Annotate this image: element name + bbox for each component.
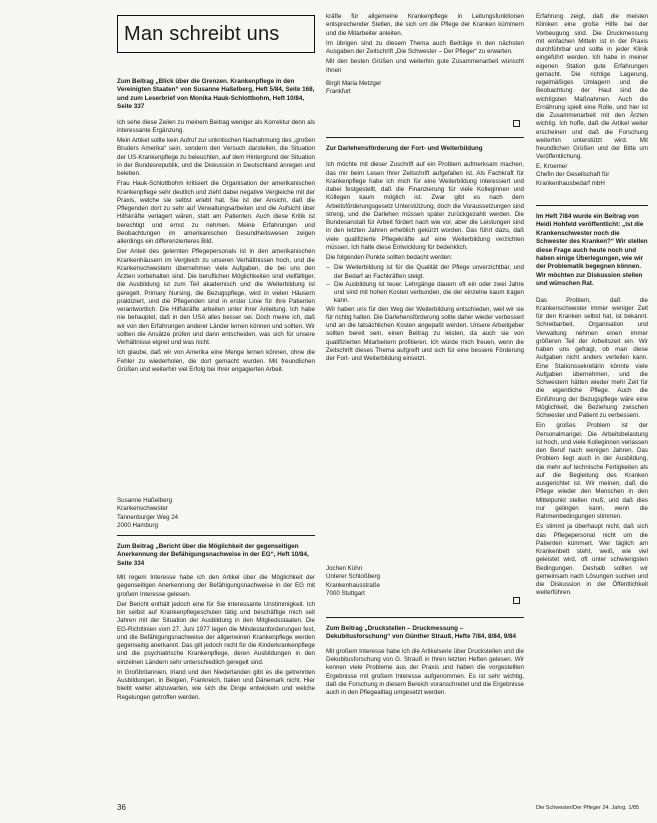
signature-line: Susanne Haßelberg	[117, 497, 173, 504]
signature-line: E. Kroemer	[536, 163, 568, 170]
letter2-heading: Zum Beitrag „Bericht über die Möglichkeit der gegenseitigen Anerkennung der Befähigungsnachweise in der EG“, Heft 10/84, Seite 334	[117, 543, 309, 567]
journal-footer: Die Schwester/Der Pfleger 24. Jahrg. 1/85	[536, 805, 640, 811]
signature-line: Unterer Schloßberg	[326, 573, 380, 581]
letter3-paragraph: Wir haben uns für den Weg der Weiterbildung entschieden, weil wir sie für richtig halten. Die Darlehensförderung sollte daher wieder verbessert und an die tatsächlichen Kosten angepaßt werden. Unsere Arbeitgeber sollten bereit sein, einen Beitrag zu leisten, da auch sie von qualifizierten Mitarbeitern profitieren. Ich würde mich freuen, wenn die Zeitschrift dieses Thema aufgreift und sich für eine bessere Förderung der Fort- und Weiterbildung einsetzt.	[326, 305, 524, 363]
bullet-item: – Die Ausbildung ist teuer. Lehrgänge dauern oft ein oder zwei Jahre und sind mit hohen Kosten verbunden, die der einzelne kaum tragen kann.	[334, 281, 524, 306]
letter3-paragraph: Ich möchte mit dieser Zuschrift auf ein Problem aufmerksam machen, das mir beim Lesen Ihrer Zeitschrift aufgefallen ist. Als Fachkraft für Krankenpflege habe ich mich für eine Weiterbildung interessiert und dabei festgestellt, daß die Finanzierung für viele Kolleginnen und Kollegen kaum möglich ist. Zwar gibt es nach dem Arbeitsförderungsgesetz Unterstützung, doch die Voraussetzungen sind streng, und die Darlehen müssen später zurückgezahlt werden. Die Bundesanstalt für Arbeit fördert nach wie vor, aber die Leistungen sind in den letzten Jahren erheblich gekürzt worden. Das führt dazu, daß viele qualifizierte Pflegekräfte auf eine Weiterbildung verzichten müssen. Ich halte diese Entwicklung für bedenklich.	[326, 161, 524, 251]
column-1	[117, 78, 315, 376]
letter1-paragraph: Frau Hauk-Schlottbohm kritisiert die Organisation der amerikanischen Krankenpflege sehr deutlich und zieht dabei negative Vergleiche mit der Praxis, welche sie selbst erlebt hat. Sie ist der Ansicht, daß die Pflegenden dort zu sehr auf Verwaltungsarbeiten und die Aufsicht über Hilfskräfte verlagert wären, statt am Patienten. Auch diese Kritik ist berechtigt und ernst zu nehmen. Meine Erfahrungen und Beobachtungen im amerikanischen Gesundheitswesen zeigen allerdings ein differenzierteres Bild.	[117, 180, 315, 246]
section-divider	[326, 617, 524, 618]
letter3-paragraph: Die folgenden Punkte sollten bedacht werden:	[326, 254, 453, 262]
col2-paragraph: Im übrigen sind zu diesem Thema auch Beiträge in den nächsten Ausgaben der Zeitschrift „Die Schwester – Der Pfleger“ zu erwarten.	[326, 39, 524, 55]
letter5-paragraph: Es stimmt ja überhaupt nicht, daß sich das Pflegepersonal nicht um die Patienten kümmert. Wer täglich am Krankenbett steht, weiß, wie viel geleistet wird, oft unter schwierigsten Bedingungen. Deshalb sollten wir gemeinsam nach Lösungen suchen und die Diskussion in der Öffentlichkeit weiterführen.	[536, 523, 648, 597]
letter1-paragraph: Mein Artikel sollte kein Aufruf zur unkritischen Nachahmung des „großen Bruders Amerika“ sein, sondern den Versuch darstellen, die Situation der US-Krankenpflege zu beleuchten, auf dem Hintergrund der Situation in der Bundesrepublik, und die Diskussion in Deutschland anregen und beleben.	[117, 137, 315, 178]
section-divider	[536, 205, 648, 206]
letter4-heading: Zum Beitrag „Druckstellen – Druckmessung – Dekubitusforschung“ von Günther Strauß, Hefte 7/84, 8/84, 9/84	[326, 625, 517, 641]
letter5	[536, 213, 648, 600]
signature-line: Frankfurt	[326, 88, 351, 95]
section-divider	[117, 535, 315, 536]
letter1-paragraph: Ich sehe diese Zeilen zu meinem Beitrag weniger als Korrektur denn als interessante Ergänzung.	[117, 118, 315, 134]
signature-line: Birgit Maria Metzger	[326, 79, 382, 87]
col2-paragraph: Mit den besten Grüßen und weiterhin gute Zusammenarbeit wünscht Ihnen	[326, 58, 524, 74]
section-divider	[326, 137, 524, 138]
letter3	[326, 145, 524, 365]
letter4-paragraph: Mit großem Interesse habe ich die Artikelserie über Druckstellen und die Dekubitusforschung von G. Strauß in Ihren letzten Heften gelesen. Wir kennen viele Probleme aus der Praxis und haben die vorgestellten Ergebnisse mit großem Interesse aufgenommen. Es ist sehr wichtig, daß die Forschung in diesem Bereich voranschreitet und die Ergebnisse auch in den Pflegealltag umgesetzt werden.	[326, 647, 524, 697]
letter5-heading: Im Heft 7/84 wurde ein Beitrag von Heidi Hohfeld veröffentlicht: „Ist die Krankenschwester noch die Schwester des Kranken?“ Wir stellen diese Frage auch heute noch und haben einige Überlegungen, wie wir der Problematik begegnen können. Wir möchten zur Diskussion stellen und wünschen Rat.	[536, 213, 648, 288]
masthead-title: Man schreibt uns	[124, 23, 280, 45]
letter5-paragraph: Das Problem, daß die Krankenschwester immer weniger Zeit für den Kranken selbst hat, ist bekannt. Schreibarbeit, Organisation und Verwaltung nehmen einen immer größeren Teil der Arbeitszeit ein. Wir haben uns gefragt, ob man diese Aufgaben nicht anders verteilen kann. Eine Stationssekretärin könnte viele Aufgaben übernehmen, und die Schwestern hätten wieder mehr Zeit für die eigentliche Pflege. Auch die Einführung der Bezugspflege wäre eine Möglichkeit, die Beziehung zwischen Schwester und Patient zu verbessern.	[536, 296, 648, 420]
page-number: 36	[117, 803, 126, 812]
end-of-letter-mark	[513, 597, 520, 604]
letter1-paragraph: Der Anteil des gelernten Pflegepersonals ist in den amerikanischen Krankenhäusern im Vergleich zu unseren Verhältnissen hoch, und die Krankenschwestern übernehmen viele Aufgaben, die bei uns den Ärzten vorbehalten sind. Die beruflichen Möglichkeiten sind vielfältiger, die Ausbildung ist zum Teil akademisch und die Weiterbildung ist geregelt. Primary Nursing, die Bezugspflege, wird in vielen Häusern praktiziert, und die Pflegenden sind in erster Linie für ihre Patienten verantwortlich. Die Hilfskräfte arbeiten unter ihrer Anleitung. Ich habe nie behauptet, daß in den USA alles besser sei. Doch meine ich, daß wir von den Erfahrungen anderer Länder lernen können und sollten. Wir sollten die Ansätze prüfen und dann entscheiden, was sich für unsere Verhältnisse eignet und was nicht.	[117, 248, 315, 347]
signature-line: 2000 Hamburg	[117, 521, 158, 529]
end-of-letter-mark	[513, 120, 520, 127]
letter3-bullets	[326, 264, 524, 305]
column-3-top	[536, 13, 648, 164]
letter1-paragraph: Ich glaube, daß wir von Amerika eine Menge lernen können, ohne die Fehler zu wiederholen, die dort gemacht wurden. Mit freundlichen Grüßen und weiterhin viel Erfolg bei Ihrer engagierten Arbeit.	[117, 349, 315, 373]
bullet-item: – Die Weiterbildung ist für die Qualität der Pflege unverzichtbar, und der Bedarf an Fachkräften steigt.	[334, 264, 524, 281]
letter1-signature	[117, 497, 315, 530]
letter3-heading: Zur Darlehensförderung der Fort- und Weiterbildung	[326, 145, 483, 152]
signature-line: Jochen Kühn	[326, 565, 363, 572]
letter1-heading: Zum Beitrag „Blick über die Grenzen. Krankenpflege in den Vereinigten Staaten“ von Susanne Haßelberg, Heft 5/84, Seite 168, und zum Leserbrief von Monika Hauk-Schlottbohm, Heft 10/84, Seite 337	[117, 78, 315, 111]
signature-line: Tannenburger Weg 24	[117, 513, 179, 521]
column-2-top	[326, 13, 524, 96]
letter3-signature	[326, 565, 524, 598]
letter2-paragraph: Mit regem Interesse habe ich den Artikel über die Möglichkeit der gegenseitigen Anerkennung der Befähigungsnachweise in der EG mit großem Interesse gelesen.	[117, 574, 315, 598]
letter5-paragraph: Ein großes Problem ist der Personalmangel. Die Arbeitsbelastung ist hoch, und viele Kolleginnen verlassen den Beruf nach wenigen Jahren. Das Problem liegt auch in der Ausbildung, die mehr auf technische Fertigkeiten als auf die Begleitung des Kranken ausgerichtet ist. Wir meinen, daß die Pflege wieder den Menschen in den Mittelpunkt stellen muß, und daß dies nur gelingen kann, wenn die Rahmenbedingungen stimmen.	[536, 422, 648, 521]
signature-line: Krankenhausbedarf mbH	[536, 179, 605, 187]
col2-paragraph: kräfte für allgemeine Krankenpflege in Leitungsfunktionen entsprechender Stellen, die sich um die Pflege der Kranken kümmern und die Mitarbeiter anleiten.	[326, 13, 524, 37]
signature-line: Krankenhausstraße	[326, 581, 380, 589]
letter2-paragraph: Der Bericht enthält jedoch eine für Sie interessante Unstimmigkeit. Ich bin selbst auf Krankenpflegeschulen tätig und beschäftige mich seit Jahren mit der Situation der Ausbildung in den Mitgliedsstaaten. Die EG-Richtlinien vom 27. Juni 1977 legen die Mindestanforderungen fest, und die Befähigungsnachweise der allgemeinen Krankenpflege werden gegenseitig anerkannt. Das gilt jedoch nicht für die Kinderkrankenpflege und die psychiatrische Krankenpflege, deren Ausbildungen in den einzelnen Ländern sehr unterschiedlich geregelt sind.	[117, 600, 315, 666]
letter2-paragraph: In Großbritannien, Irland und den Niederlanden gibt es die getrennten Ausbildungen, in Belgien, Frankreich, Italien und Dänemark nicht. Hier bleibt weiter abzuwarten, wie sich die Dinge entwickeln und welche Regelungen getroffen werden.	[117, 668, 315, 701]
letter2	[117, 543, 315, 704]
col3-paragraph: Erfahrung zeigt, daß die meisten Kliniken eine große Hilfe bei der Vorbeugung sind. Die Druckmessung mit einfachen Mitteln ist in der Praxis durchführbar und sollte in jeder Klinik eingeführt werden. Ich habe in meiner eigenen Station gute Erfahrungen gemacht. Die richtige Lagerung, regelmäßiges Umlagern und die Beobachtung der Haut sind die wichtigsten Maßnahmen. Auch die Ernährung spielt eine Rolle, und hier ist die Zusammenarbeit mit den Ärzten wichtig. Ich hoffe, daß die Artikel weiter erscheinen und daß die Forschung weiterhin unterstützt wird. Mit freundlichen Grüßen und der Bitte um Veröffentlichung.	[536, 13, 648, 161]
col3-signature	[536, 163, 648, 188]
signature-line: Krankenschwester	[117, 505, 168, 513]
signature-line: 7000 Stuttgart	[326, 589, 365, 597]
masthead-box	[117, 15, 315, 53]
letter4	[326, 625, 524, 699]
signature-line: Chefin der Gesellschaft für	[536, 171, 610, 179]
